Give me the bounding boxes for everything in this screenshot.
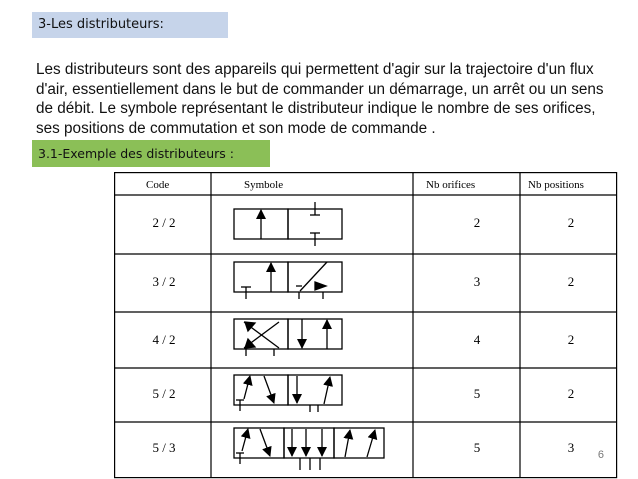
code-cell: 3 / 2 <box>152 274 176 289</box>
code-cell: 5 / 2 <box>152 386 176 401</box>
orifices-cell: 4 <box>473 332 481 347</box>
page-number: 6 <box>597 449 604 461</box>
distributor-table <box>114 172 618 479</box>
positions-cell: 2 <box>567 386 575 401</box>
positions-cell: 2 <box>567 274 575 289</box>
code-cell: 5 / 3 <box>152 440 176 455</box>
positions-cell: 2 <box>567 215 575 230</box>
symbol-2-2 <box>234 202 342 246</box>
orifices-cell: 3 <box>473 274 481 289</box>
header-nb-orifices: Nb orifices <box>426 179 476 191</box>
intro-paragraph: Les distributeurs sont des appareils qui permettent d'agir sur la trajectoire d'un flux d'air, essentiellement dans le but de commander un démarrage, un arrêt ou un sens de débit. Le symbole représentant le distributeur indique le nombre de ses orifices, ses positions de commutation et son mode de commande . <box>36 61 604 137</box>
section-title: 3-Les distributeurs: <box>32 12 228 38</box>
orifices-cell: 2 <box>473 215 481 230</box>
code-cell: 2 / 2 <box>152 215 176 230</box>
subsection-title: 3.1-Exemple des distributeurs : <box>32 140 270 167</box>
header-nb-positions: Nb positions <box>528 179 584 191</box>
symbol-5-3 <box>234 428 384 470</box>
symbol-3-2 <box>234 262 342 299</box>
table-header <box>146 179 584 191</box>
symbol-5-2 <box>234 375 342 412</box>
header-symbole: Symbole <box>244 179 284 191</box>
orifices-cell: 5 <box>473 386 481 401</box>
orifices-cell: 5 <box>473 440 481 455</box>
positions-cell: 2 <box>567 332 575 347</box>
symbol-4-2 <box>234 319 342 356</box>
code-cell: 4 / 2 <box>152 332 176 347</box>
positions-cell: 3 <box>567 440 575 455</box>
table-grid <box>114 172 617 478</box>
header-code: Code <box>146 179 170 191</box>
